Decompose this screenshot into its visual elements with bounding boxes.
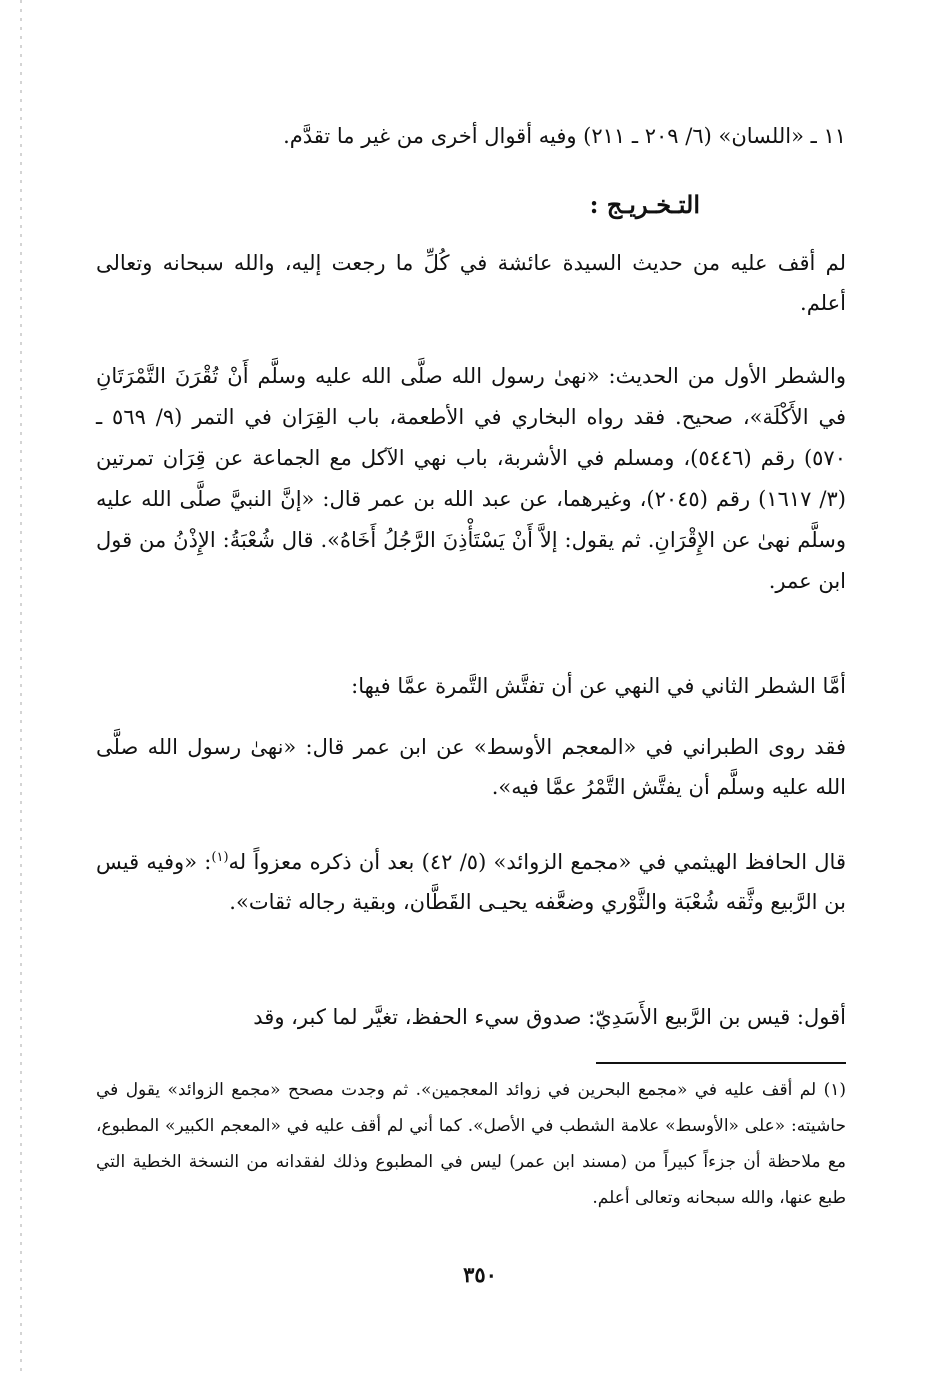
footnote-separator [596, 1062, 846, 1064]
page-number: ٣٥٠ [463, 1262, 497, 1287]
paragraph-author-comment: أقول: قيس بن الرَّبيع الأَسَدِيّ: صدوق سيء الحفظ، تغيَّر لما كبر، وقد [253, 1005, 846, 1029]
paragraph-tabarani: فقد روى الطبراني في «المعجم الأوسط» عن ابن عمر قال: «نهىٰ رسول الله صلَّى الله عليه وسلَّم أن يفتَّش التَّمْرُ عمَّا فيه». [96, 735, 846, 799]
paragraph-first-part: والشطر الأول من الحديث: «نهىٰ رسول الله صلَّى الله عليه وسلَّم أَنْ تُقْرَنَ التَّمْرَتَانِ في الأَكْلَة»، صحيح. فقد رواه البخاري في الأطعمة، باب القِرَان في التمر (٩/ ٥٦٩ ـ ٥٧٠) رقم (٥٤٤٦)، ومسلم في الأشربة، باب نهي الآكل مع الجماعة عن قِرَان تمرتين (٣/ ١٦١٧) رقم (٢٠٤٥)، وغيرهما، عن عبد الله بن عمر قال: «إنَّ النبيَّ صلَّى الله عليه وسلَّم نهىٰ عن الإِقْرَانِ. ثم يقول: إلاَّ أَنْ يَسْتَأْذِنَ الرَّجُلُ أَخَاهُ». قال شُعْبَةُ: الإِذْنُ من قول ابن عمر. [96, 364, 846, 593]
haythami-intro: قال الحافظ الهيثمي في «مجمع الزوائد» (٥/ ٤٢) بعد أن ذكره معزواً له [228, 850, 846, 874]
footnote: (١) لم أقف عليه في «مجمع البحرين في زوائد المعجمين». ثم وجدت مصحح «مجمع الزوائد» يقول في حاشيته: «على «الأوسط» علامة الشطب في الأصل». كما أني لم أقف عليه في «المعجم الكبير» المطبوع، مع ملاحظة أن جزءاً كبيراً من (مسند ابن عمر) ليس في المطبوع وذلك لفقدانه من النسخة الخطية التي طبع عنها، والله سبحانه وتعالى أعلم. [96, 1080, 846, 1208]
scan-binding-edge [20, 0, 22, 1375]
reference-line: ١١ ـ «اللسان» (٦/ ٢٠٩ ـ ٢١١) وفيه أقوال أخرى من غير ما تقدَّم. [283, 124, 846, 148]
section-title: التـخـريـج : [589, 190, 700, 219]
haythami-quote: : «وفيه قيس بن الرَّبيع وثَّقه شُعْبَة والثَّوْري وضعَّفه يحيـى القَطَّان، وبقية رجاله ثقات». [96, 850, 846, 914]
footnote-reference: (١) [211, 850, 229, 865]
paragraph-second-part-heading: أمَّا الشطر الثاني في النهي عن أن تفتَّش التَّمرة عمَّا فيها: [351, 674, 846, 698]
paragraph-haythami [96, 842, 846, 922]
paragraph-takhrij-intro: لم أقف عليه من حديث السيدة عائشة في كُلِّ ما رجعت إليه، والله سبحانه وتعالى أعلم. [96, 251, 846, 315]
